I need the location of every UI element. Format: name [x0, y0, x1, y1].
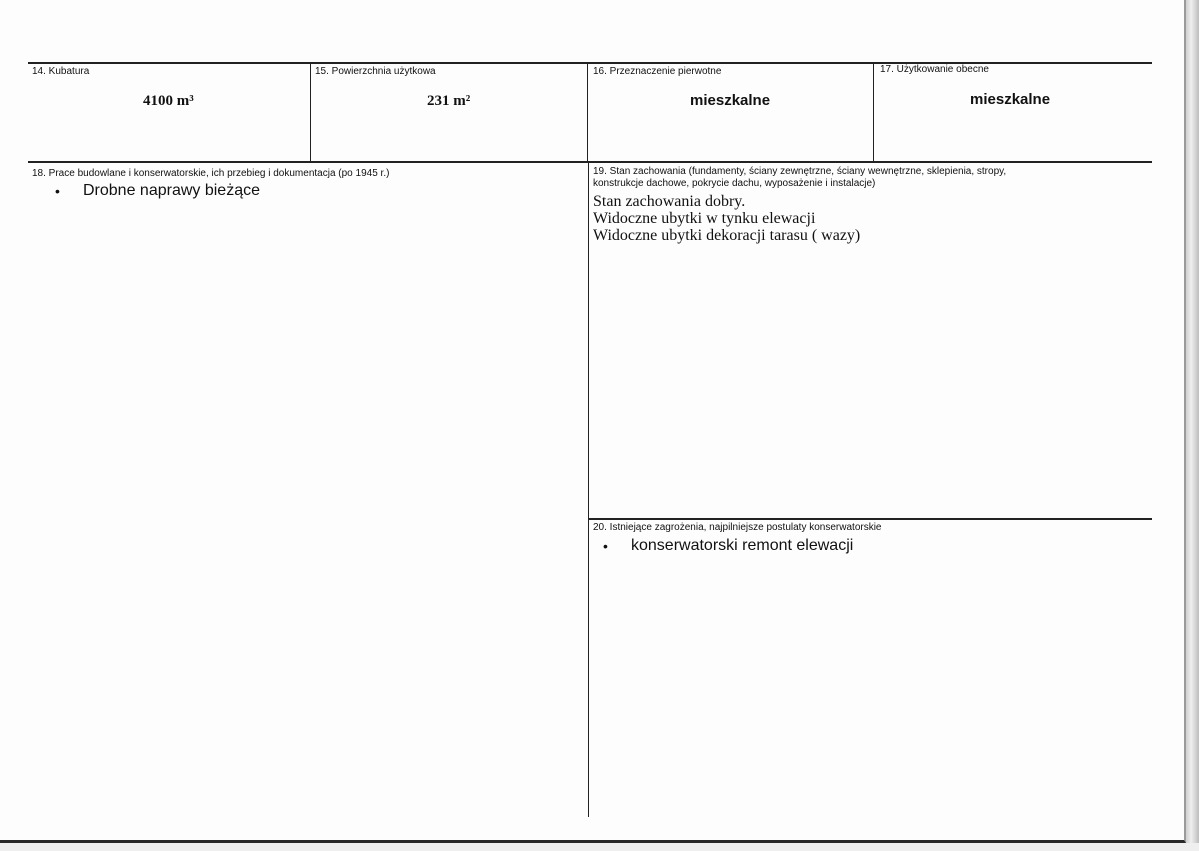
- bullet-icon: •: [55, 183, 60, 199]
- field-19-text: [593, 193, 860, 244]
- list-item-text: konserwatorski remont elewacji: [631, 537, 854, 554]
- field-19-line: Widoczne ubytki w tynku elewacji: [593, 210, 816, 227]
- field-15-value: 231 m²: [427, 93, 471, 109]
- list-item: [49, 182, 260, 200]
- field-15-label: 15. Powierzchnia użytkowa: [315, 66, 436, 77]
- col-divider-18-19: [588, 162, 589, 817]
- col-divider-16-17: [873, 63, 874, 163]
- field-19-label-line-2: konstrukcje dachowe, pokrycie dachu, wyposażenie i instalacje): [593, 178, 876, 189]
- list-item: [597, 537, 853, 555]
- field-19-label-line-1: 19. Stan zachowania (fundamenty, ściany zewnętrzne, ściany wewnętrzne, sklepienia, stropy,: [593, 166, 1007, 177]
- field-14-label: 14. Kubatura: [32, 66, 90, 77]
- bullet-icon: •: [603, 538, 608, 554]
- field-17-label: 17. Użytkowanie obecne: [880, 64, 989, 75]
- field-19-line: Stan zachowania dobry.: [593, 193, 746, 210]
- field-20-label: 20. Istniejące zagrożenia, najpilniejsze postulaty konserwatorskie: [593, 522, 882, 533]
- scan-bottom-edge: [0, 843, 1199, 851]
- field-14-value: 4100 m³: [143, 93, 194, 109]
- field-16-value: mieszkalne: [690, 92, 771, 109]
- field-17-value: mieszkalne: [970, 91, 1051, 108]
- field-16-label: 16. Przeznaczenie pierwotne: [593, 66, 722, 77]
- list-item-text: Drobne naprawy bieżące: [83, 182, 260, 199]
- field-19-line: Widoczne ubytki dekoracji tarasu ( wazy): [593, 227, 861, 244]
- row-divider-rule: [28, 161, 1152, 163]
- field-18-list: [49, 182, 260, 200]
- field-20-list: [597, 537, 853, 555]
- col-divider-14-15: [310, 63, 311, 163]
- section-20-top-rule: [588, 518, 1152, 520]
- col-divider-15-16: [587, 63, 588, 163]
- scan-edge: [1186, 0, 1199, 851]
- field-18-label: 18. Prace budowlane i konserwatorskie, ich przebieg i dokumentacja (po 1945 r.): [32, 168, 390, 179]
